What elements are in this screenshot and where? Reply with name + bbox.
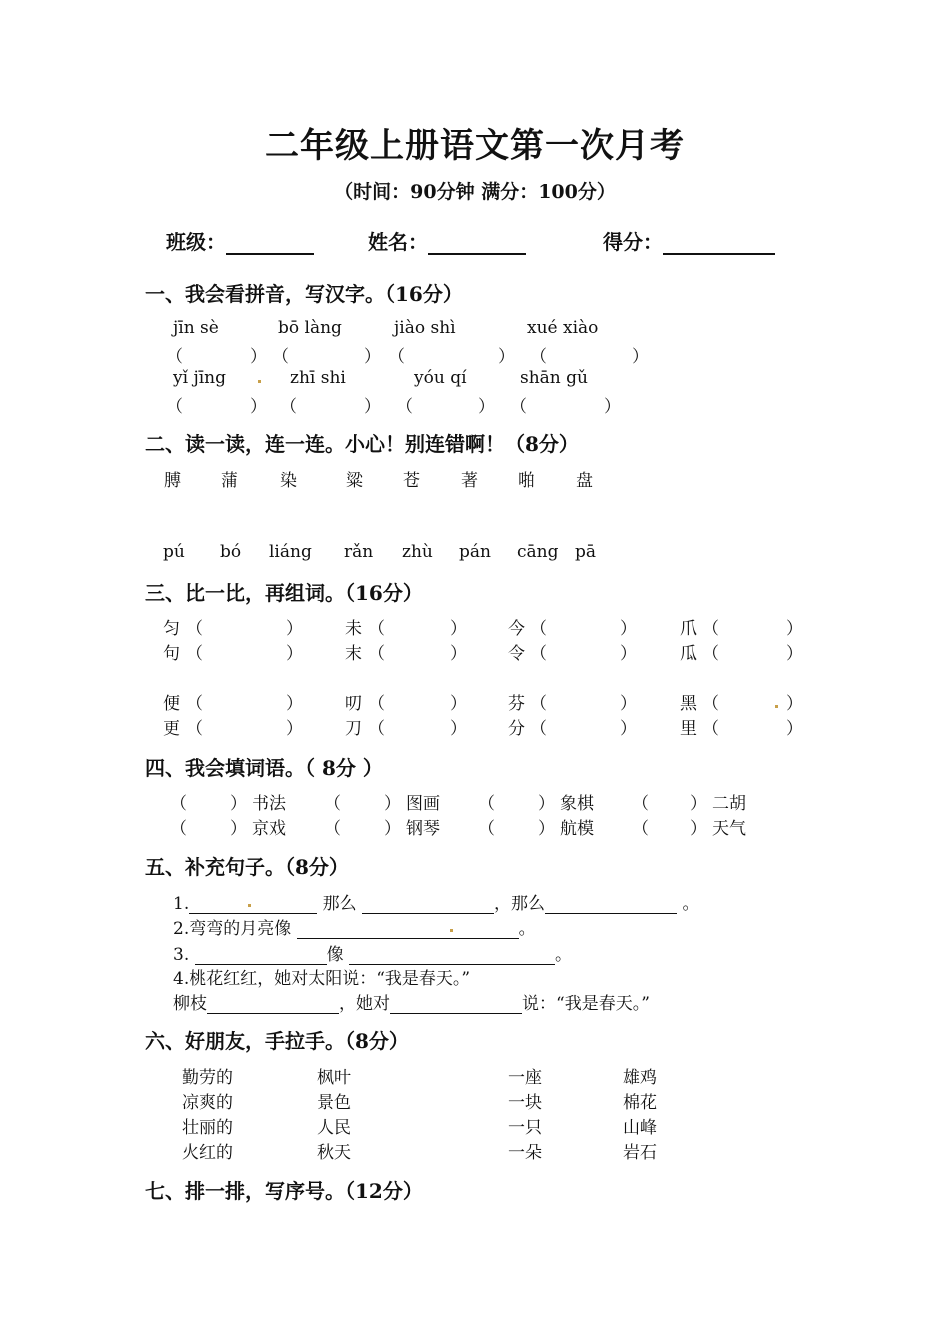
paren-open: （ [170, 794, 187, 814]
match-word[interactable]: 雄鸡 [623, 1068, 657, 1088]
paren-open: （ [530, 347, 547, 367]
blank-line[interactable] [545, 895, 677, 914]
class-field [166, 226, 314, 255]
paren-close: ） [538, 794, 555, 814]
blank-line[interactable] [297, 920, 519, 939]
paren-close: ） [450, 719, 467, 739]
compare-char: 匀 [163, 619, 180, 639]
match-pinyin[interactable]: pú [163, 542, 185, 562]
pinyin: yóu qí [414, 368, 467, 388]
paren-open: （ [186, 719, 203, 739]
match-word[interactable]: 火红的 [182, 1143, 233, 1163]
paren-close: ） [690, 794, 707, 814]
exam-subtitle: （时间：90分钟 满分：100分） [334, 181, 616, 203]
section7-heading: 七、排一排，写序号。（12分） [145, 1179, 423, 1203]
match-char[interactable]: 粱 [346, 471, 363, 491]
paren-open: （ [478, 794, 495, 814]
paren-close: ） [786, 619, 803, 639]
section5-heading: 五、补充句子。（8分） [145, 855, 349, 879]
paren-close: ） [538, 819, 555, 839]
compare-char: 更 [163, 719, 180, 739]
item-number: 1. [173, 894, 190, 914]
score-field [603, 226, 775, 255]
paren-close: ） [286, 644, 303, 664]
paren-open: （ [632, 819, 649, 839]
sentence-5 [173, 989, 650, 1014]
paren-open: （ [702, 619, 719, 639]
match-word[interactable]: 一只 [508, 1118, 542, 1138]
paren-open: （ [396, 397, 413, 417]
paren-open: （ [368, 619, 385, 639]
compare-char: 里 [680, 719, 697, 739]
compare-char: 叨 [345, 694, 362, 714]
pinyin: xué xiào [527, 318, 599, 338]
name-field [368, 226, 526, 255]
pinyin: yǐ jīng [173, 368, 226, 388]
compare-char: 瓜 [680, 644, 697, 664]
fill-word: 京戏 [252, 819, 286, 839]
match-pinyin[interactable]: rǎn [344, 542, 374, 562]
fill-word: 钢琴 [406, 819, 440, 839]
paren-open: （ [530, 719, 547, 739]
sentence-text: ，那么 [494, 894, 546, 914]
match-word[interactable]: 山峰 [623, 1118, 657, 1138]
class-blank[interactable] [226, 231, 314, 255]
sentence-2 [173, 914, 536, 939]
blank-line[interactable] [195, 946, 327, 965]
paren-open: （ [272, 347, 289, 367]
pinyin: jīn sè [173, 318, 219, 338]
match-pinyin[interactable]: bó [220, 542, 242, 562]
compare-char: 今 [508, 619, 525, 639]
paren-open: （ [530, 694, 547, 714]
paren-close: ） [478, 397, 495, 417]
paren-open: （ [368, 719, 385, 739]
paren-open: （ [368, 644, 385, 664]
speck [248, 904, 251, 907]
sentence-text: 说：“我是春天。” [522, 994, 650, 1014]
sentence-text: 2.弯弯的月亮像 [173, 919, 292, 939]
sentence-text: 。 [518, 919, 536, 939]
paren-close: ） [786, 719, 803, 739]
fill-word: 象棋 [560, 794, 594, 814]
compare-char: 末 [345, 644, 362, 664]
paren-open: （ [324, 819, 341, 839]
sentence-text: 。 [682, 894, 700, 914]
sentence-text: 那么 [322, 894, 357, 914]
match-word[interactable]: 凉爽的 [182, 1093, 233, 1113]
compare-char: 黑 [680, 694, 697, 714]
paren-close: ） [450, 644, 467, 664]
match-word[interactable]: 一块 [508, 1093, 542, 1113]
match-word[interactable]: 壮丽的 [182, 1118, 233, 1138]
pinyin: jiào shì [394, 318, 456, 338]
match-char[interactable]: 染 [280, 471, 297, 491]
paren-close: ） [286, 694, 303, 714]
fill-word: 图画 [406, 794, 440, 814]
match-word[interactable]: 人民 [317, 1118, 351, 1138]
sentence-text: 柳枝 [173, 994, 207, 1014]
sentence-text: 像 [326, 945, 344, 965]
match-word[interactable]: 勤劳的 [182, 1068, 233, 1088]
paren-open: （ [280, 397, 297, 417]
blank-line[interactable] [362, 895, 494, 914]
sentence-1 [173, 889, 699, 914]
paren-open: （ [702, 694, 719, 714]
compare-char: 句 [163, 644, 180, 664]
match-word[interactable]: 一朵 [508, 1143, 542, 1163]
match-word[interactable]: 景色 [317, 1093, 351, 1113]
section2-heading: 二、读一读，连一连。小心！别连错啊！（8分） [145, 432, 579, 456]
class-label: 班级： [166, 230, 226, 254]
paren-open: （ [632, 794, 649, 814]
paren-open: （ [186, 694, 203, 714]
compare-char: 爪 [680, 619, 697, 639]
match-pinyin[interactable]: liáng [269, 542, 312, 562]
paren-close: ） [364, 347, 381, 367]
paren-open: （ [702, 719, 719, 739]
paren-close: ） [384, 819, 401, 839]
paren-open: （ [702, 644, 719, 664]
paren-open: （ [324, 794, 341, 814]
score-label: 得分： [603, 230, 663, 254]
match-char[interactable]: 苍 [403, 471, 420, 491]
compare-char: 刀 [345, 719, 362, 739]
section3-heading: 三、比一比，再组词。（16分） [145, 581, 423, 605]
fill-word: 航模 [560, 819, 594, 839]
compare-char: 便 [163, 694, 180, 714]
paren-close: ） [620, 719, 637, 739]
match-pinyin[interactable]: pán [459, 542, 491, 562]
match-char[interactable]: 蒲 [221, 471, 238, 491]
paren-close: ） [364, 397, 381, 417]
blank-line[interactable] [390, 995, 522, 1014]
pinyin: shān gǔ [520, 368, 588, 388]
sentence-text: ，她对 [339, 994, 390, 1014]
match-word[interactable]: 一座 [508, 1068, 542, 1088]
paren-close: ） [498, 347, 515, 367]
compare-char: 未 [345, 619, 362, 639]
paren-close: ） [384, 794, 401, 814]
speck [775, 705, 778, 708]
paren-open: （ [510, 397, 527, 417]
paren-open: （ [530, 644, 547, 664]
section1-heading: 一、我会看拼音，写汉字。（16分） [145, 282, 463, 306]
fill-word: 书法 [252, 794, 286, 814]
name-label: 姓名： [368, 230, 428, 254]
name-blank[interactable] [428, 231, 526, 255]
paren-close: ） [786, 644, 803, 664]
paren-open: （ [170, 819, 187, 839]
paren-close: ） [450, 619, 467, 639]
paren-close: ） [620, 644, 637, 664]
paren-close: ） [230, 794, 247, 814]
paren-open: （ [388, 347, 405, 367]
match-char[interactable]: 盘 [576, 471, 593, 491]
paren-open: （ [186, 644, 203, 664]
paren-open: （ [186, 619, 203, 639]
paren-open: （ [166, 397, 183, 417]
match-word[interactable]: 棉花 [623, 1093, 657, 1113]
match-char[interactable]: 著 [461, 471, 478, 491]
paren-open: （ [478, 819, 495, 839]
paren-close: ） [286, 619, 303, 639]
blank-line[interactable] [349, 946, 555, 965]
paren-close: ） [620, 694, 637, 714]
pinyin: zhī shi [290, 368, 346, 388]
match-pinyin[interactable]: pā [575, 542, 597, 562]
paren-close: ） [632, 347, 649, 367]
match-word[interactable]: 岩石 [623, 1143, 657, 1163]
blank-line[interactable] [207, 995, 339, 1014]
paren-close: ） [250, 397, 267, 417]
paren-open: （ [530, 619, 547, 639]
match-pinyin[interactable]: cāng [517, 542, 559, 562]
paren-open: （ [368, 694, 385, 714]
paren-close: ） [690, 819, 707, 839]
item-number: 3. [173, 945, 190, 965]
fill-word: 二胡 [712, 794, 746, 814]
score-blank[interactable] [663, 231, 775, 255]
speck [450, 929, 453, 932]
match-word[interactable]: 秋天 [317, 1143, 351, 1163]
paren-close: ） [620, 619, 637, 639]
sentence-3 [173, 940, 572, 965]
section6-heading: 六、好朋友，手拉手。（8分） [145, 1029, 409, 1053]
compare-char: 令 [508, 644, 525, 664]
sentence-4: 4.桃花红红，她对太阳说：“我是春天。” [173, 969, 471, 989]
paren-close: ） [250, 347, 267, 367]
page-title: 二年级上册语文第一次月考 [265, 126, 685, 166]
sentence-text: 。 [555, 945, 573, 965]
match-word[interactable]: 枫叶 [317, 1068, 351, 1088]
match-char[interactable]: 啪 [518, 471, 535, 491]
blank-line[interactable] [189, 895, 317, 914]
compare-char: 芬 [508, 694, 525, 714]
pinyin: bō làng [278, 318, 342, 338]
fill-word: 天气 [712, 819, 746, 839]
paren-open: （ [166, 347, 183, 367]
match-char[interactable]: 膊 [164, 471, 181, 491]
paren-close: ） [230, 819, 247, 839]
paren-close: ） [450, 694, 467, 714]
paren-close: ） [604, 397, 621, 417]
compare-char: 分 [508, 719, 525, 739]
match-pinyin[interactable]: zhù [402, 542, 433, 562]
paren-close: ） [786, 694, 803, 714]
speck [258, 380, 261, 383]
paren-close: ） [286, 719, 303, 739]
section4-heading: 四、我会填词语。（ 8分 ） [145, 756, 383, 780]
